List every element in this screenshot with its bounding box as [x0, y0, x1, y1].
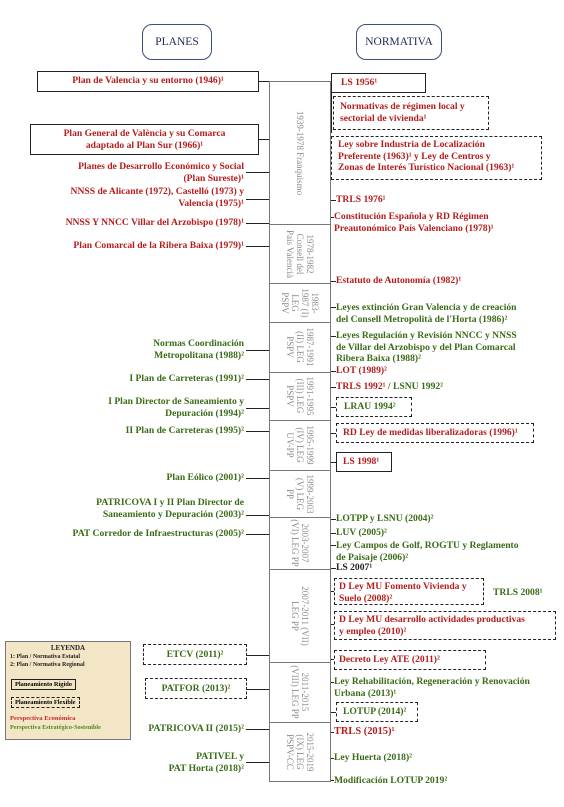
connector	[246, 379, 269, 380]
legend-economic: Perspectiva Económica	[10, 715, 76, 722]
connector	[246, 350, 269, 351]
legend	[5, 641, 131, 740]
norma-lrau: LRAU 1994²	[344, 401, 396, 412]
period-leg-4: 1995-1999 (IV) LEG UV-PP	[285, 425, 315, 465]
norma-constitucion: Constitución Española y RD Régimen Preautonómico País Valenciano (1978)¹	[334, 211, 494, 234]
norma-dley-fomento: D Ley MU Fomento Vivienda y Suelo (2008)²	[339, 581, 467, 604]
connector	[259, 139, 269, 140]
norma-rehabilitacion: Ley Rehabilitación, Regeneración y Renovación Urbana (2013)¹	[334, 676, 530, 699]
norma-regimen-local: Normativas de régimen local y sectorial de vivienda¹	[340, 101, 465, 124]
norma-rd-ley-1996: RD Ley de medidas liberalizadoras (1996)¹	[343, 427, 518, 438]
connector	[246, 729, 269, 730]
norma-modificacion-lotup: Modificación LOTUP 2019²	[334, 775, 448, 786]
plan-nnss-alicante: NNSS de Alicante (1972), Castelló (1973) y Valencia (1975)¹	[70, 186, 244, 209]
period-leg-8: 2011-2015 (VIII) LEG PP	[290, 665, 310, 719]
plan-patfor: PATFOR (2013)²	[161, 683, 231, 694]
period-leg-2: 1987-1991 (II) LEG PSPV	[285, 327, 315, 367]
legend-rigid: Planeamiento Rígido	[11, 679, 76, 690]
plan-normas-metropolitana: Normas Coordinación Metropolitana (1988)²	[153, 338, 244, 361]
connector	[246, 478, 269, 479]
connector	[246, 515, 269, 516]
connector	[246, 199, 269, 200]
plan-carreteras-1991: I Plan de Carreteras (1991)²	[129, 373, 244, 384]
connector	[246, 534, 269, 535]
norma-ls-1998: LS 1998¹	[343, 456, 380, 467]
norma-nncc-nnss: Leyes Regulación y Revisión NNCC y NNSS de Villar del Arzobispo y del Plan Comarcal Ribera Baixa (1988)²	[336, 330, 517, 364]
connector	[246, 431, 269, 432]
connector	[247, 689, 269, 690]
legend-title: LEYENDA	[50, 644, 86, 652]
legend-flexible: Planeamiento Flexible	[11, 697, 80, 708]
norma-dley-actividades: D Ley MU desarrollo actividades productivas y empleo (2010)²	[339, 614, 525, 637]
connector	[246, 408, 269, 409]
norma-lotpp-lsnu: LOTPP y LSNU (2004)²	[336, 513, 434, 524]
norma-trls-lsnu-1992	[336, 381, 443, 393]
plan-corredor-infraestructuras: PAT Corredor de Infraestructuras (2005)²	[72, 528, 244, 539]
norma-trls-1992: TRLS 1992¹	[336, 381, 386, 392]
plan-eolico: Plan Eólico (2001)²	[166, 472, 244, 483]
period-leg-9: 2015-2019 (IX) LEG PSPV-CC	[285, 732, 315, 772]
plan-carreteras-1995: II Plan de Carreteras (1995)²	[125, 425, 244, 436]
legend-state: 1: Plan / Normativa Estatal	[10, 654, 80, 660]
connector	[331, 93, 332, 133]
legend-strategic: Perspectiva Estratégico-Sostenible	[10, 724, 101, 731]
plan-pativel-horta: PATIVEL y PAT Horta (2018)²	[168, 751, 244, 774]
legend-regional: 2: Plan / Normativa Regional	[10, 662, 85, 668]
period-leg-5: 1999-2003 (V) LEG PP	[285, 474, 315, 513]
norma-ls-2007: LS 2007¹	[336, 562, 373, 573]
plan-etcv: ETCV (2011)²	[166, 649, 224, 660]
period-consell: 1978-1982 Consell del País Valencià	[285, 229, 315, 278]
period-leg-3: 1991-1995 (III) LEG PSPV	[285, 376, 315, 416]
norma-trls-2015: TRLS (2015)¹	[334, 726, 395, 737]
connector	[259, 81, 269, 82]
plan-general-valencia-1966: Plan General de València y su Comarca adaptado al Plan Sur (1966)¹	[63, 128, 226, 151]
period-leg-6: 2003-2007 (VI) LEG PP	[290, 519, 310, 567]
header-normativa: NORMATIVA	[356, 24, 442, 60]
norma-estatuto: Estatuto de Autonomía (1982)¹	[336, 275, 462, 286]
period-leg-1: 1983-1987 (I) LEG PSPV	[280, 287, 320, 318]
plan-valencia-1946: Plan de Valencia y su entorno (1946)¹	[72, 75, 224, 86]
connector	[246, 762, 269, 763]
norma-lotup: LOTUP (2014)²	[343, 706, 407, 717]
period-franquismo: 1939-1978 Franquismo	[295, 110, 305, 195]
norma-ley-huerta: Ley Huerta (2018)²	[334, 752, 413, 763]
norma-trls-1976: TRLS 1976¹	[336, 194, 386, 205]
plan-desarrollo-sureste: Planes de Desarrollo Económico y Social (Plan Sureste)¹	[78, 161, 244, 184]
connector	[247, 655, 269, 656]
plan-patricova-2: PATRICOVA II (2015)²	[148, 723, 244, 734]
connector	[246, 246, 269, 247]
norma-industria-turismo: Ley sobre Industria de Localización Preferente (1963)¹ y Ley de Centros y Zonas de Interés Turístico Nacional (1963)¹	[338, 139, 515, 173]
header-planes: PLANES	[142, 24, 212, 60]
norma-trls-2008: TRLS 2008¹	[493, 587, 543, 598]
plan-nnss-villar: NNSS Y NNCC Villar del Arzobispo (1978)¹	[65, 217, 244, 228]
connector	[246, 172, 269, 173]
plan-patricova-1: PATRICOVA I y II Plan Director de Saneamiento y Depuración (2003)²	[96, 497, 244, 520]
period-leg-7: 2007-2011 (VII) LEG PP	[290, 585, 310, 646]
norma-lot: LOT (1989)²	[336, 365, 387, 376]
norma-gran-valencia: Leyes extinción Gran Valencia y de creación del Consell Metropolità de l'Horta (1986)²	[336, 302, 517, 325]
norma-luv: LUV (2005)²	[336, 527, 387, 538]
norma-lsnu-1992: / LSNU 1992²	[385, 381, 444, 392]
norma-decreto-ate: Decreto Ley ATE (2011)²	[339, 654, 440, 665]
plan-saneamiento-1994: I Plan Director de Saneamiento y Depuración (1994)²	[108, 396, 244, 419]
norma-campos-golf: Ley Campos de Golf, ROGTU y Reglamento de Paisaje (2006)²	[336, 540, 519, 563]
plan-ribera-baixa: Plan Comarcal de la Ribera Baixa (1979)¹	[73, 240, 244, 251]
connector	[246, 223, 269, 224]
norma-ls-1956: LS 1956¹	[341, 77, 378, 88]
